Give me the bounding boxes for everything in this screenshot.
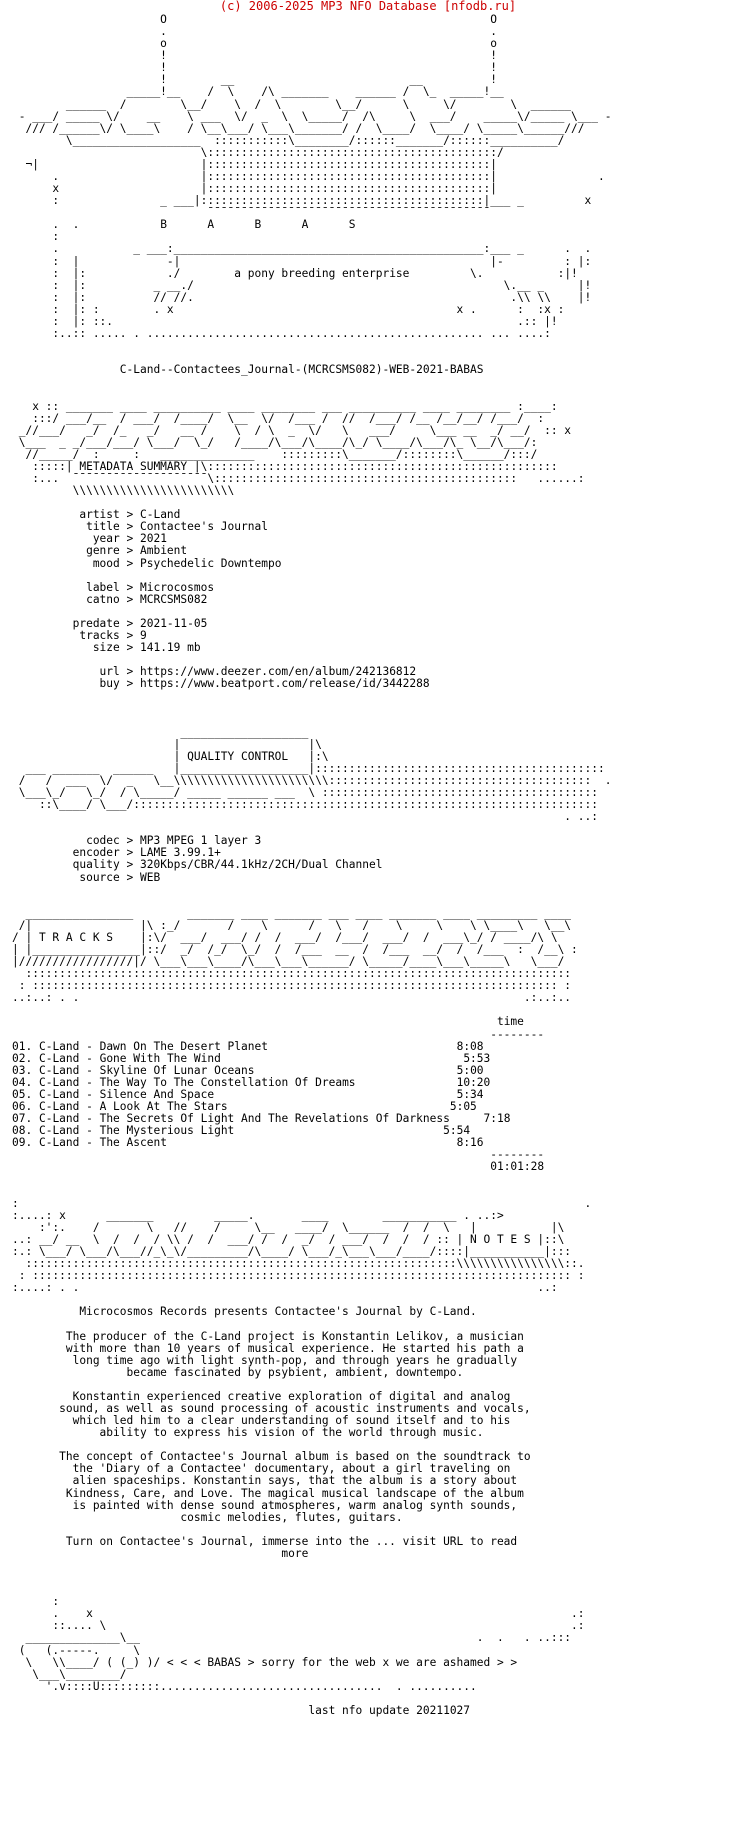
track-title: C-Land - The Way To The Constellation Of Dreams [38, 1075, 356, 1089]
meta-genre: Ambient [139, 544, 188, 558]
track-row-03: 03. C-Land - Skyline Of Lunar Oceans 5:00 [12, 1063, 484, 1077]
last-update: last nfo update 20211027 [308, 1703, 471, 1717]
track-time: 7:18 [483, 1112, 511, 1126]
meta-predate: 2021-11-05 [139, 616, 208, 630]
notes-banner-art: : . :....: x _______ _____. ____ ___________ . ..:> :':. / \ // / \__ ____/ \______ / / \ | |\ ..: __/ __ \ / / / \\ / / ___/ / / _/ / ___/ / / / :: | [12, 1196, 592, 1246]
track-row-01: 01. C-Land - Dawn On The Desert Planet 8:08 [12, 1039, 484, 1053]
release-name: C-Land--Contactees_Journal-(MCRCSMS082)-WEB-2021-BABAS [119, 363, 484, 377]
footer-message: < < BABAS > sorry for the web x we are ashamed > > [180, 1655, 518, 1669]
nfodb-credit[interactable]: (c) 2006-2025 MP3 NFO Database [nfodb.ru] [219, 0, 517, 13]
track-row-07: 07. C-Land - The Secrets Of Light And The Revelations Of Darkness 7:18 [12, 1112, 511, 1126]
quality-banner-art: ___________________ | |\ | [173, 725, 322, 763]
track-time: 5:05 [449, 1100, 477, 1114]
notes-paragraph-2: Konstantin experienced creative exploration of digital and analog sound, as well as sound processing of acoustic instruments and vocals, which led him to a clear understanding of sound itself and to his ability to express his vision of the world through music. [59, 1389, 531, 1440]
notes-paragraph-4: Turn on Contactee's Journal, immerse into the ... visit URL to read more [65, 1534, 518, 1560]
track-title: C-Land - Skyline Of Lunar Oceans [38, 1063, 255, 1077]
section-notes-title: N O T E S [470, 1232, 531, 1246]
notes-paragraph-3: The concept of Contactee's Journal album is based on the soundtrack to the 'Diary of a Contactee' documentary, about a girl traveling on alien spaceships. Konstantin says, that the album is a story about Kindness, Care, and Love. The magical musical landscape of the album is painted with dense sound atmospheres, warm analog synth sounds, cosmic melodies, flutes, guitars. [59, 1450, 531, 1524]
quality-encoder: LAME 3.99.1+ [139, 846, 221, 860]
track-title: C-Land - Silence And Space [38, 1087, 215, 1101]
quality-codec: MP3 MPEG 1 layer 3 [139, 834, 262, 848]
group-letters: B A B A S [160, 218, 356, 232]
track-time: 5:53 [463, 1051, 491, 1065]
section-tracks-title: T R A C K S [38, 930, 114, 944]
footer-pony-art: : . x .: ::.... \ .: ______________\__ . . . ..::: ( (.-----. \ \ \\____/ ( (_) )/ < [18, 1595, 585, 1669]
notes-intro: Microcosmos Records presents Contactee's Journal by C-Land. [79, 1305, 477, 1319]
track-title: C-Land - The Secrets Of Light And The Revelations Of Darkness [38, 1112, 450, 1126]
tracklist-total-time: 01:01:28 [490, 1160, 545, 1174]
meta-buy-link[interactable]: https://www.beatport.com/release/id/3442288 [139, 677, 430, 691]
tracklist-time-header: time [496, 1015, 524, 1029]
track-time: 10:20 [456, 1075, 491, 1089]
notes-paragraph-1: The producer of the C-Land project is Konstantin Lelikov, a musician with more than 10 years of musical experience. He started his path a long time ago with light synth-pop, and through years he gradually became fascinated by psybient, ambient, downtempo. [65, 1329, 524, 1379]
meta-tracks: 9 [139, 628, 147, 642]
meta-year: 2021 [139, 532, 167, 546]
section-metadata-title: METADATA SUMMARY [79, 459, 188, 473]
track-time: 8:16 [456, 1136, 484, 1150]
meta-artist: C-Land [139, 508, 181, 522]
track-title: C-Land - Dawn On The Desert Planet [38, 1039, 268, 1053]
meta-mood: Psychedelic Downtempo [139, 556, 282, 570]
metadata-banner-art: x :: _______ ____ __________ ____ ________ ___ __________ ____ ________ :____: :::/ ___/__ / ___/ /____/ \__ \/ /___ / // /___/ /__ /__/__/ /___/ : _//___/ _/ /_ _/ __ / \ / \ _ \/ \ ___/ \___ __ _/ __/ :: x \___ _ _/___/___/ \___/ \_/ /____/\___/\____/\_/ \____/\___/\_ \__/\___/: //_____/ : : ______________ :::::::::\_______/::::::::\______/:::/ :::::| [18, 399, 572, 473]
logo-art: O O . . o o ! ! ! ! ! __ __ ! _____!__ / \ /\ _______ ______ / \_ _____!__ ______ / \__/ \ / \ \__/ \ \/ \ ______ - ___/ _____ \/ __ \ ___ \/ _ \ \_____/ /\ \ ___/ _____\/_____ \___ - /// /______\/ \____\ / \__\___/ \___\_______/ / \____/ \____/ \_____\______/// \___________________ :::::::::::\________/::::::_______/::::::__________/ \:::::::::::::::::::::::::::::::::::::::::::/ ¬| |::::::::::::::::::::::::::::::::::::::::::| . |::::::::::::::::::::::::::::::::::::::::::| . x |::::::::::::::::::::::::::::::::::::::::::| : _ ___|::::::::::::::::::::::::::::::::::::::::::|___ _ x ¯¯¯¯¯¯¯¯¯¯¯¯¯¯¯¯¯¯¯¯¯¯¯¯¯¯¯¯¯¯¯¯¯¯¯¯¯¯¯¯¯¯ . . [18, 13, 612, 232]
group-tagline: a pony breeding enterprise [234, 266, 410, 280]
track-time: 5:00 [456, 1063, 484, 1077]
track-time: 5:54 [443, 1124, 471, 1138]
meta-label: Microcosmos [139, 580, 215, 594]
quality-quality: 320Kbps/CBR/44.1kHz/2CH/Dual Channel [139, 858, 383, 872]
track-title: C-Land - The Ascent [38, 1136, 167, 1150]
quality-source: WEB [139, 870, 161, 884]
meta-catno: MCRCSMS082 [139, 592, 208, 606]
track-row-04: 04. C-Land - The Way To The Constellation Of Dreams 10:20 [12, 1075, 491, 1089]
track-row-09: 09. C-Land - The Ascent 8:16 [12, 1136, 484, 1150]
tracks-banner-art: ________________ _______ ____ _______ ___ ____ _______ ____ _________ ____ /| |\ :_/ / \ / \ / \ \ \ \____\ \__\ / | [12, 906, 572, 944]
track-title: C-Land - The Mysterious Light [38, 1124, 235, 1138]
track-row-06: 06. C-Land - A Look At The Stars 5:05 [12, 1100, 477, 1114]
track-time: 5:34 [456, 1087, 484, 1101]
track-row-08: 08. C-Land - The Mysterious Light 5:54 [12, 1124, 471, 1138]
track-row-05: 05. C-Land - Silence And Space 5:34 [12, 1087, 484, 1101]
meta-url-link[interactable]: https://www.deezer.com/en/album/242136812 [139, 665, 417, 679]
track-time: 8:08 [456, 1039, 484, 1053]
track-title: C-Land - Gone With The Wind [38, 1051, 221, 1065]
section-quality-title: QUALITY CONTROL [187, 749, 289, 763]
meta-title: Contactee's Journal [139, 520, 268, 534]
meta-size: 141.19 mb [139, 641, 201, 655]
nfo-document: O O . . o o ! ! ! ! ! __ __ ! _____!__ / \ /\ _______ ______ / \_ _____!__ ______ / \__/ \ / \ \__/ \ \/ \ ______ - ___/ _____ \/ __ \ ___ \/ _ \ \_____/ /\ \ ___/ _____\/_____ \___ - /// /______\/ \____\ / \__\___/ \___\_______/ / \____/ \____/ \_____\______/// \___________________ :::::::::::\________/::::::_______/::::::__________/ \:::::::::::::::::::::::::::::::::::::::::::/ ¬| |::::::::::::::::::::::::::::::::::::::::::| . |::::::::::::::::::::::::::::::::::::::::::| . x |::::::::::::::::::::::::::::::::::::::::::| : _ ___|::::::::::::::::::::::::::::::::::::::::::|___ _ x ¯¯¯¯¯¯¯¯¯¯¯¯¯¯¯¯¯¯¯¯¯¯¯¯¯¯¯¯¯¯¯¯¯¯¯¯¯¯¯¯¯¯ . . B A B A S : . _ ___:______________________________________________:___ _ . . : | -| |- : |: : |: ./ a pony breeding enterprise \. :|! : |: _ __./ \.__ _ |! : |: // //. .\\ \\ |! : |: : . x x . : :x : : |: ::. .:: |! :..:: ..... . .................................................. ... ....: C-Land--Contactees_Journal-(MCRCSMS082)-WEB-2021-BABAS x :: _______ ____ __________ ____ ________ ___ __________ ____ ________ :____: :::/ ___/__ / ___/ /____/ \__ \/ /___ / // /___/ /__ /__/__/ /___/ : _//___/ _/ /_ _/ __ / \ / \ _ \/ \ ___/ \___ __ _/ __/ :: x \___ _ _/___/___/ \___/ \_/ /____/\___/\____/\_/ \____/\___/\_ \__/\___/: //_____/ : : ______________ :::::::::\_______/::::::::\______/:::/ :::::| METADATA SUMMARY |\:::::::::::::::::::::::::::::::::::::::::::::::::::: :... ¯¯¯¯¯¯¯¯¯¯¯¯¯¯¯¯¯¯¯¯\::::::::::::::::::::::::::::::::::::::::::::: ......: \\\\\\\\\\\\\\\\\\\\\\\\ artist > C-Land title > Contactee's Journal year > 2021 genre > Ambient mood > Psychedelic Downtempo label > Microcosmos catno > MCRCSMS082 predate > 2021-11-05 tracks > 9 size > 141.19 mb url > https://www.deezer.com/en/album/242136812 buy > https://www.beatport.com/release/id/3442288 ___________________ | |\ | QUALITY CONTROL |:\ ___ _______ ______ |___________________|::::::::::::::::::::::::::::::::::::::::::: / / ___ \/ _ \__\\\\\\\\\\\\\\\\\\\\\\\::::::::::::::::::::::::::::::::::::::: . \___\_/ \_/ / \_____/ _____ ______ ___ \ ::::::::::::::::::::::::::::::::::::::::: ::\____/ \___/::::::::::::::::::::::::::::::::::::::::::::::::::::::::::::::::::::: . ..: codec > MP3 MPEG 1 layer 3 encoder > LAME 3.99.1+ quality > 320Kbps/CBR/44.1kHz/2CH/Dual Channel source > WEB ________________ _______ ____ _______ ___ ____ _______ ____ _________ ____ /| |\ :_/ / \ / \ / \ \ \ \____\ \__\ / | T R A C K S |:\/ ___/ ___/ / / ___/ /___/ ___/ / ___\_/ / ____/\ \ | |________________|::/ _/ /_/ \_/ / /___ __ / /___ __/ / /___ : /__\ : |/////////////////|/ \___\___\____/\___\___\______/ \_____/____\___\_____\ \___/ ::::::::::::::::::::::::::::::::::::::::::::::::::::::::::::::::::::::::::::::::: : :::::::::::::::::::::::::::::::::::::::::::::::::::::::::::::::::::::::::::::: : ..:..: . . .:..:.. time -------- 01. C-Land - Dawn On The Desert Planet 8:08 02. C-Land - Gone With The Wind 5:53 03. C-Land - Skyline Of Lunar Oceans 5:00 04. C-Land - The Way To The Constellation Of Dreams 10:20 05. C-Land - Silence And Space 5:34 06. C-Land - A Look At The Stars 5:05 07. C-Land - The Secrets Of Light And The Revelations Of Darkness 7:18 08. C-Land - The Mysterious Light 5:54 09. C-Land - The Ascent 8:16 -------- 01:01:28 : . :....: x _______ _____. ____ ___________ . ..:> :':. / \ // / \__ ____/ \______ / / \ | |\ ..: __/ __ \ / / / \\ / / ___/ / / _/ / ___/ / / / :: | N O T E S |::\ :.: \___/ \___/\___//_\_\/_________/\____/ \___/_\___\___/____/::::|___________|::: ::::::::::::::::::::::::::::::::::::::::::::::::::::::::::::::::\\\\\\\\\\\\\\\\::. : :::::::::::::::::::::::::::::::::::::::::::::::::::::::::::::::::::::::::::::::: : :....: . . ..: Microcosmos Records presents Contactee's Journal by C-Land. The producer of the C-Land project is Konstantin Lelikov, a musician with more than 10 years of musical experience. He started his path a long time ago with light synth-pop, and through years he gradually became fascinated by psybient, ambient, downtempo. Konstantin experienced creative exploration of digital and analog sound, as well as sound processing of acoustic instruments and vocals, which led him to a clear understanding of sound itself and to his ability to express his vision of the world through music. The concept of Contactee's Journal album is based on the soundtrack to the 'Diary of a Contactee' documentary, about a girl traveling on alien spaceships. Konstantin says, that the album is a story about Kindness, Care, and Love. The magical musical landscape of the album is painted with dense sound atmospheres, warm analog synth sounds, cosmic melodies, flutes, guitars. Turn on Contactee's Journal, immerse into the ... visit URL to read more : . x .: ::.... \ .: ______________\__ . . . ..::: ( (.-----. \ \ \\____/ ( (_) )/ < < < BABAS > sorry for the web x we are ashamed > > \___\________/ '.v::::U:::::::::................................. . .......... last nfo update 20211027 [12, 13, 612, 1717]
track-row-02: 02. C-Land - Gone With The Wind 5:53 [12, 1051, 491, 1065]
track-title: C-Land - A Look At The Stars [38, 1100, 228, 1114]
